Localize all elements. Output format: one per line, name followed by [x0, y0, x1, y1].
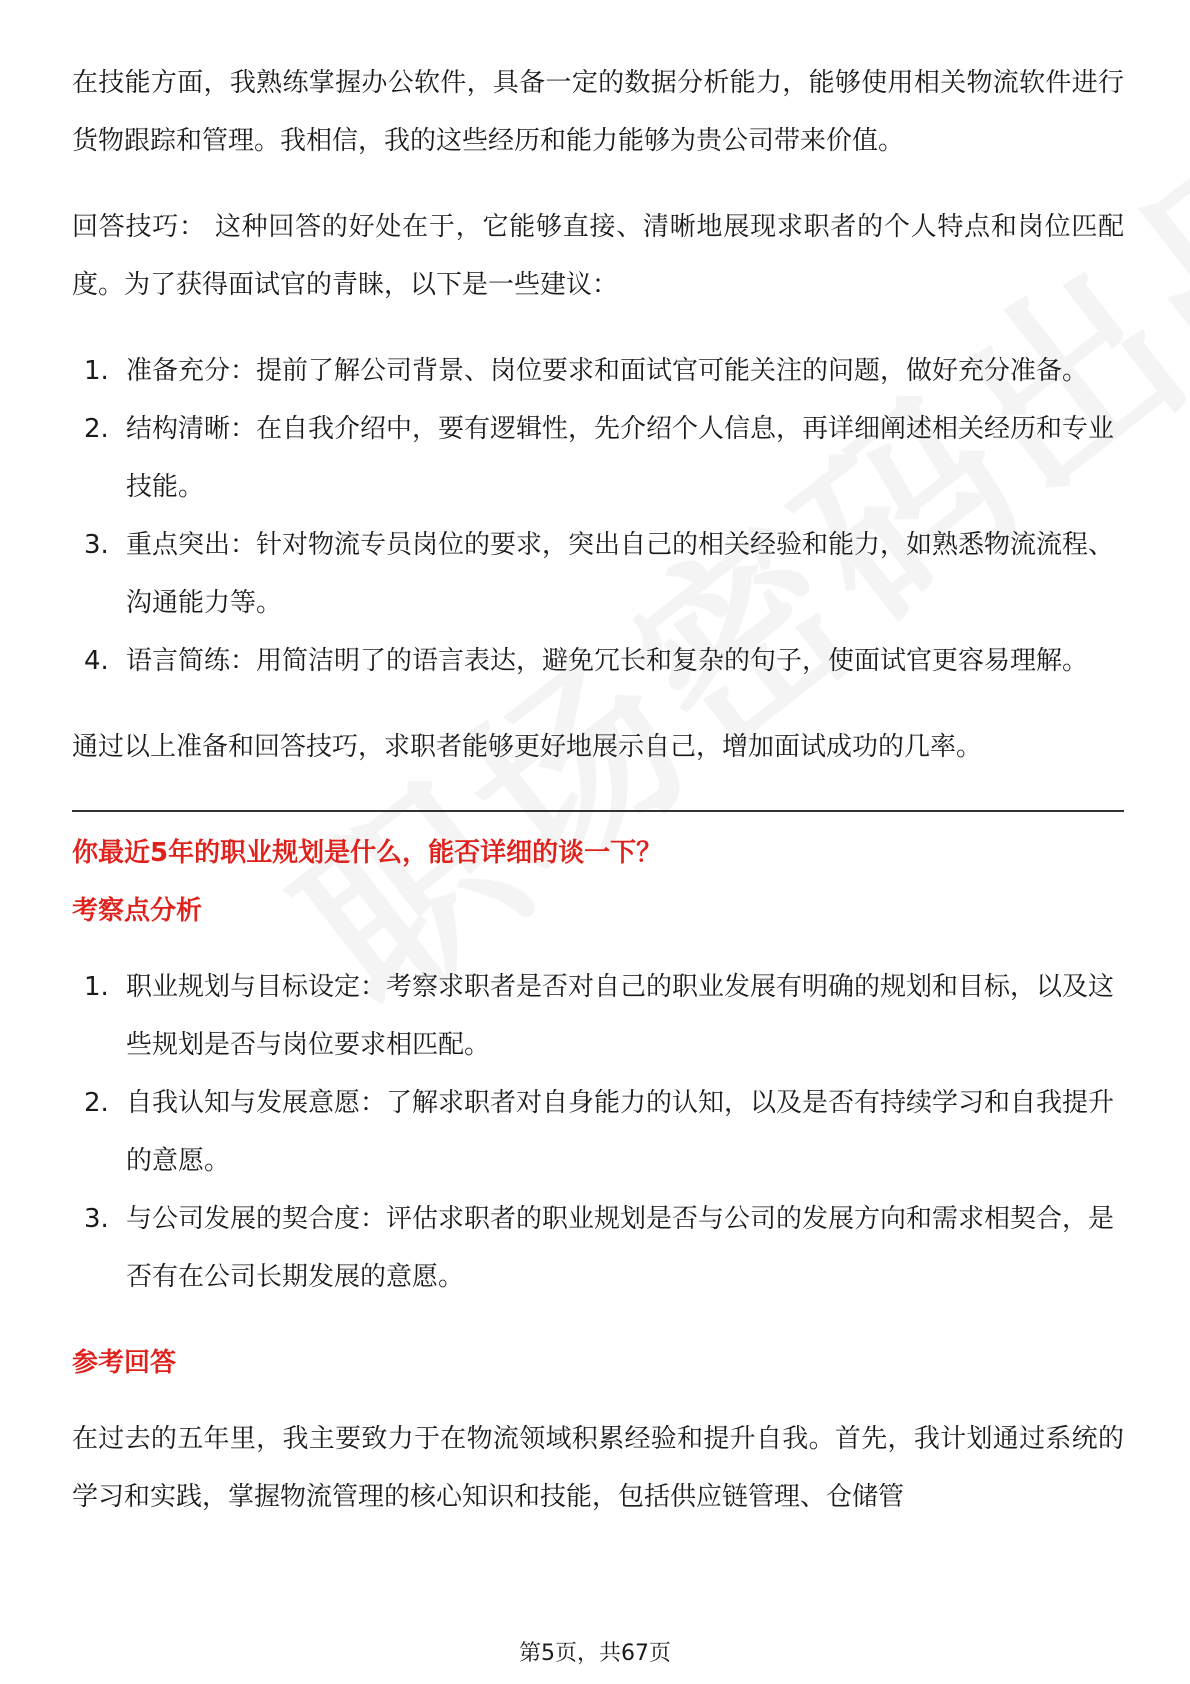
section-divider — [72, 810, 1124, 812]
tips-list — [72, 342, 1124, 690]
list-item — [72, 958, 1124, 1074]
list-number: 3. — [84, 1204, 109, 1234]
answer-tips-paragraph: 回答技巧： 这种回答的好处在于，它能够直接、清晰地展现求职者的个人特点和岗位匹配度。为了获得面试官的青睐，以下是一些建议： — [72, 212, 1124, 300]
list-item-text: 准备充分：提前了解公司背景、岗位要求和面试官可能关注的问题，做好充分准备。 — [126, 356, 1089, 386]
reference-paragraph: 在过去的五年里，我主要致力于在物流领域积累经验和提升自我。首先，我计划通过系统的学习和实践，掌握物流管理的核心知识和技能，包括供应链管理、仓储管 — [72, 1424, 1124, 1512]
list-item-text: 重点突出：针对物流专员岗位的要求，突出自己的相关经验和能力，如熟悉物流流程、沟通能力等。 — [126, 530, 1115, 618]
list-item-text: 与公司发展的契合度：评估求职者的职业规划是否与公司的发展方向和需求相契合，是否有在公司长期发展的意愿。 — [126, 1204, 1115, 1292]
list-number: 3. — [84, 530, 109, 560]
list-number: 4. — [84, 646, 109, 676]
list-item-text: 自我认知与发展意愿：了解求职者对自身能力的认知，以及是否有持续学习和自我提升的意愿。 — [126, 1088, 1115, 1176]
closing-paragraph: 通过以上准备和回答技巧，求职者能够更好地展示自己，增加面试成功的几率。 — [72, 732, 983, 762]
list-number: 2. — [84, 414, 109, 444]
page-content — [72, 54, 1124, 1554]
list-number: 1. — [84, 972, 109, 1002]
list-item — [72, 400, 1124, 516]
list-item-text: 语言简练：用简洁明了的语言表达，避免冗长和复杂的句子，使面试官更容易理解。 — [126, 646, 1089, 676]
list-item — [72, 516, 1124, 632]
list-number: 2. — [84, 1088, 109, 1118]
analysis-list — [72, 958, 1124, 1306]
reference-heading: 参考回答 — [72, 1348, 177, 1378]
list-item-text: 职业规划与目标设定：考察求职者是否对自己的职业发展有明确的规划和目标，以及这些规划是否与岗位要求相匹配。 — [126, 972, 1115, 1060]
list-item — [72, 342, 1124, 400]
page-footer: 第5页，共67页 — [519, 1641, 671, 1666]
question-title: 你最近5年的职业规划是什么，能否详细的谈一下？ — [72, 838, 663, 868]
list-item — [72, 632, 1124, 690]
list-number: 1. — [84, 356, 109, 386]
skills-paragraph: 在技能方面，我熟练掌握办公软件，具备一定的数据分析能力，能够使用相关物流软件进行货物跟踪和管理。我相信，我的这些经历和能力能够为贵公司带来价值。 — [72, 68, 1124, 156]
analysis-heading: 考察点分析 — [72, 896, 203, 926]
list-item-text: 结构清晰：在自我介绍中，要有逻辑性，先介绍个人信息，再详细阐述相关经历和专业技能。 — [126, 414, 1115, 502]
list-item — [72, 1074, 1124, 1190]
list-item — [72, 1190, 1124, 1306]
